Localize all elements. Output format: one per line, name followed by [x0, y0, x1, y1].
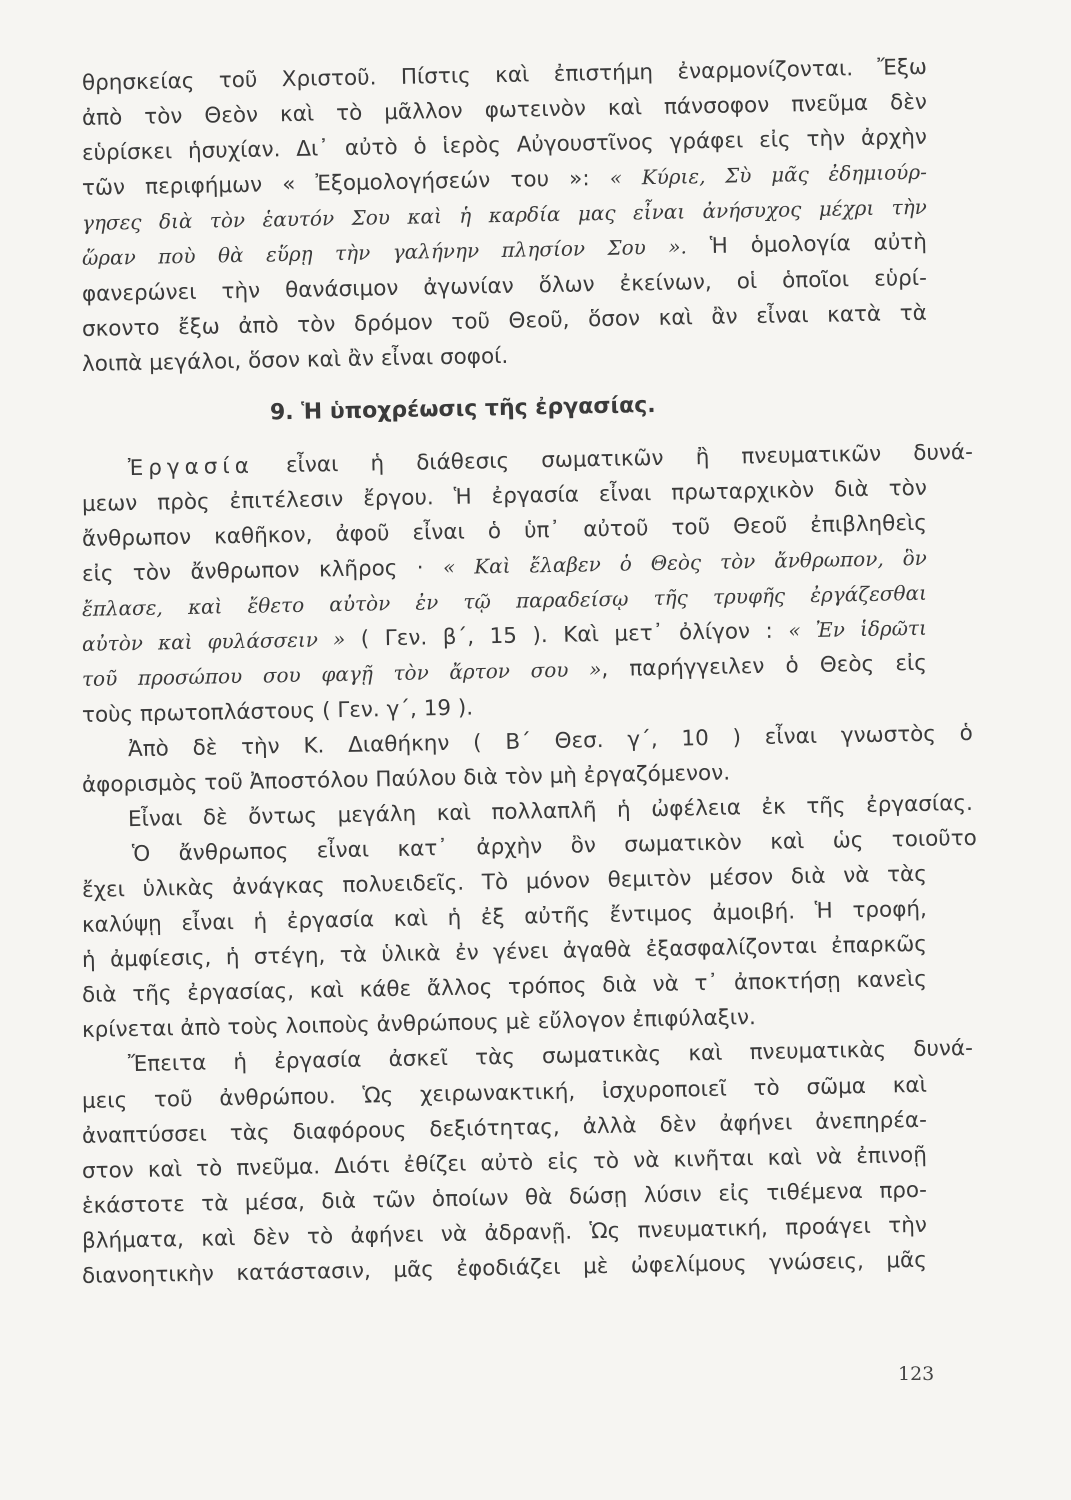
text-line: εὑρίσκει ἡσυχίαν. Δι᾽ αὐτὸ ὁ ἱερὸς Αὐγουστῖνος γράφει εἰς τὴν ἀρχὴν [81, 124, 928, 167]
quote-segment: ὥραν ποὺ θὰ εὕρῃ τὴν γαλήνην πλησίον Σου ». [81, 234, 688, 271]
text-line: ἔχει ὑλικὰς ἀνάγκας πολυειδεῖς. Τὸ μόνον θεμιτὸν μέσον διὰ νὰ τὰς [81, 861, 928, 903]
quote-segment: γησες διὰ τὸν ἑαυτόν Σου καὶ ἡ καρδία μας εἶναι ἀνήσυχος μέχρι τὴν [81, 195, 928, 236]
text-line: λοιπὰ μεγάλοι, ὅσον καὶ ἂν εἶναι σοφοί. [81, 343, 509, 377]
text-line: ἀπὸ τὸν Θεὸν καὶ τὸ μᾶλλον φωτεινὸν καὶ πάνσοφον πνεῦμα δὲν [81, 89, 928, 132]
body-text [81, 54, 978, 1294]
quote-segment: « Ἐν ἱδρῶτι [788, 616, 928, 643]
quote-segment: « Καὶ ἔλαβεν ὁ Θεὸς τὸν ἄνθρωπον, ὃν [442, 545, 928, 580]
page-number: 123 [898, 1363, 935, 1385]
quote-segment: τοῦ προσώπου σου φαγῇ τὸν ἄρτον σου » [81, 657, 602, 692]
text-line: Ἔπειτα ἡ ἐργασία ἀσκεῖ τὰς σωματικὰς καὶ πνευματικὰς δυνά- [127, 1036, 974, 1078]
text-line: μεων πρὸς ἐπιτέλεσιν ἔργου. Ἡ ἐργασία εἶναι πρωταρχικὸν διὰ τὸν [81, 475, 928, 517]
text-segment: ( Γεν. β΄, 15 ). Καὶ μετ᾽ ὀλίγον : [344, 618, 789, 653]
section-heading: 9. Ἡ ὑποχρέωσις τῆς ἐργασίας. [269, 392, 656, 426]
text-segment: εἰς τὸν ἄνθρωπον κλῆρος · [81, 555, 444, 588]
text-line: τοὺς πρωτοπλάστους ( Γεν. γ΄, 19 ). [81, 694, 474, 728]
text-line: διὰ τῆς ἐργασίας, καὶ κάθε ἄλλος τρόπος διὰ νὰ τ᾽ ἀποκτήσῃ κανεὶς [81, 967, 928, 1009]
text-line: Ὁ ἄνθρωπος εἶναι κατ᾽ ἀρχὴν ὂν σωματικὸν καὶ ὡς τοιοῦτο [131, 825, 978, 867]
text-line: θρησκείας τοῦ Χριστοῦ. Πίστις καὶ ἐπιστήμη ἐναρμονίζονται. Ἔξω [81, 54, 928, 96]
text-segment: Ἡ ὁμολογία αὐτὴ [686, 230, 928, 260]
text-line: βλήματα, καὶ δὲν τὸ ἀφήνει νὰ ἀδρανῇ. Ὡς πνευματική, προάγει τὴν [81, 1212, 928, 1254]
text-segment: εἶναι ἡ διάθεσις σωματικῶν ἢ πνευματικῶν δυνά- [253, 439, 974, 479]
text-line: στον καὶ τὸ πνεῦμα. Διότι ἐθίζει αὐτὸ εἰς τὸ νὰ κινῆται καὶ νὰ ἐπινοῇ [81, 1142, 928, 1184]
text-line: φανερώνει τὴν θανάσιμον ἀγωνίαν ὅλων ἐκείνων, οἱ ὁποῖοι εὑρί- [81, 265, 928, 307]
text-line: ἀφορισμὸς τοῦ Ἀποστόλου Παύλου διὰ τὸν μὴ ἐργαζόμενον. [81, 760, 731, 798]
text-line: Εἶναι δὲ ὄντως μεγάλη καὶ πολλαπλῆ ἡ ὠφέλεια ἐκ τῆς ἐργασίας. [127, 790, 974, 832]
text-line: Ἀπὸ δὲ τὴν Κ. Διαθήκην ( Β΄ Θεσ. γ΄, 10 ) εἶναι γνωστὸς ὁ [127, 720, 974, 762]
text-line: ἡ ἀμφίεσις, ἡ στέγη, τὰ ὑλικὰ ἐν γένει ἀγαθὰ ἐξασφαλίζονται ἐπαρκῶς [81, 931, 928, 974]
text-line: ἑκάστοτε τὰ μέσα, διὰ τῶν ὁποίων θὰ δώσῃ λύσιν εἰς τιθέμενα προ- [81, 1177, 928, 1219]
text-line: διανοητικὴν κατάστασιν, μᾶς ἐφοδιάζει μὲ ὠφελίμους γνώσεις, μᾶς [81, 1247, 928, 1289]
spaced-term: Ἐργασία [127, 453, 255, 481]
text-line: μεις τοῦ ἀνθρώπου. Ὡς χειρωνακτική, ἰσχυροποιεῖ τὸ σῶμα καὶ [81, 1072, 928, 1114]
quote-segment: αὐτὸν καὶ φυλάσσειν » [81, 627, 346, 657]
text-line: κρίνεται ἀπὸ τοὺς λοιποὺς ἀνθρώπους μὲ εὔλογον ἐπιφύλαξιν. [81, 1005, 757, 1044]
text-line: σκοντο ἔξω ἀπὸ τὸν δρόμον τοῦ Θεοῦ, ὅσον καὶ ἂν εἶναι κατὰ τὰ [81, 300, 928, 342]
text-segment: , παρήγγειλεν ὁ Θεὸς εἰς [601, 651, 928, 683]
quote-segment: « Κύριε, Σὺ μᾶς ἐδημιούρ- [609, 160, 928, 191]
text-line: ἀναπτύσσει τὰς διαφόρους δεξιότητας, ἀλλὰ δὲν ἀφήνει ἀνεπηρέα- [81, 1107, 928, 1149]
text-segment: τῶν περιφήμων « Ἐξομολογήσεών του »: [81, 166, 611, 202]
quote-segment: ἔπλασε, καὶ ἔθετο αὐτὸν ἐν τῷ παραδείσῳ τῆς τρυφῆς ἐργάζεσθαι [81, 580, 928, 622]
text-line: ἄνθρωπον καθῆκον, ἀφοῦ εἶναι ὁ ὑπ᾽ αὐτοῦ τοῦ Θεοῦ ἐπιβληθεὶς [81, 510, 928, 553]
text-line: καλύψῃ εἶναι ἡ ἐργασία καὶ ἡ ἐξ αὐτῆς ἔντιμος ἀμοιβή. Ἡ τροφή, [81, 896, 928, 939]
